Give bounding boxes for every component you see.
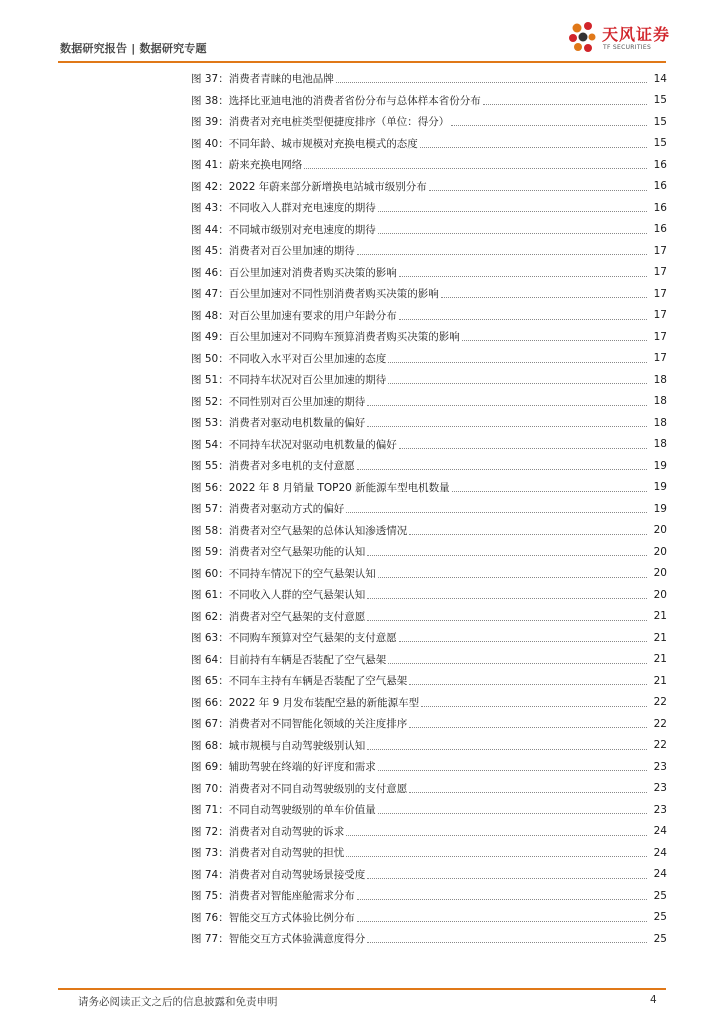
toc-entry-label[interactable]: 图 50：不同收入水平对百公里加速的态度	[191, 352, 387, 365]
toc-leader-dots	[367, 749, 647, 750]
toc-entry-page[interactable]: 22	[653, 739, 667, 752]
toc-leader-dots	[336, 82, 647, 83]
toc-leader-dots	[452, 491, 647, 492]
toc-entry-page[interactable]: 17	[653, 309, 667, 322]
toc-entry[interactable]	[191, 305, 667, 327]
toc-entry-label[interactable]: 图 52：不同性别对百公里加速的期待	[191, 395, 366, 408]
toc-entry[interactable]	[191, 649, 667, 671]
toc-entry-label[interactable]: 图 76：智能交互方式体验比例分布	[191, 911, 355, 924]
toc-entry[interactable]	[191, 348, 667, 370]
toc-entry-page[interactable]: 22	[653, 717, 667, 730]
toc-entry[interactable]	[191, 606, 667, 628]
toc-entry[interactable]	[191, 262, 667, 284]
toc-entry-label[interactable]: 图 49：百公里加速对不同购车预算消费者购买决策的影响	[191, 331, 460, 344]
toc-entry-page[interactable]: 16	[653, 180, 667, 193]
toc-leader-dots	[357, 921, 647, 922]
toc-entry-label[interactable]: 图 39：消费者对充电桩类型便捷度排序（单位：得分）	[191, 116, 450, 129]
disclaimer-text: 请务必阅读正文之后的信息披露和免责申明	[78, 996, 278, 1008]
toc-leader-dots	[399, 276, 647, 277]
toc-leader-dots	[409, 534, 647, 535]
toc-entry[interactable]	[191, 283, 667, 305]
toc-entry-page[interactable]: 19	[653, 502, 667, 515]
toc-leader-dots	[409, 727, 647, 728]
toc-entry-page[interactable]: 23	[653, 760, 667, 773]
toc-entry[interactable]	[191, 928, 667, 950]
toc-entry-label[interactable]: 图 69：辅助驾驶在终端的好评度和需求	[191, 761, 376, 774]
toc-entry-page[interactable]: 17	[653, 330, 667, 343]
toc-leader-dots	[388, 383, 647, 384]
toc-entry-label[interactable]: 图 41：蔚来充换电网络	[191, 159, 303, 172]
toc-entry[interactable]	[191, 670, 667, 692]
toc-entry-page[interactable]: 19	[653, 481, 667, 494]
toc-leader-dots	[378, 813, 647, 814]
toc-entry-label[interactable]: 图 61：不同收入人群的空气悬架认知	[191, 589, 366, 602]
toc-leader-dots	[367, 942, 647, 943]
toc-entry-page[interactable]: 23	[653, 782, 667, 795]
toc-entry[interactable]	[191, 520, 667, 542]
toc-leader-dots	[388, 362, 647, 363]
toc-entry[interactable]	[191, 154, 667, 176]
toc-entry[interactable]	[191, 197, 667, 219]
toc-entry-label[interactable]: 图 55：消费者对多电机的支付意愿	[191, 460, 355, 473]
toc-entry[interactable]	[191, 692, 667, 714]
toc-leader-dots	[367, 555, 647, 556]
logo-flower-icon	[566, 20, 600, 56]
report-category: 数据研究报告 | 数据研究专题	[60, 42, 207, 55]
toc-entry-label[interactable]: 图 40：不同年龄、城市规模对充换电模式的态度	[191, 137, 418, 150]
logo-subtext: TF SECURITIES	[603, 44, 652, 51]
toc-entry-label[interactable]: 图 47：百公里加速对不同性别消费者购买决策的影响	[191, 288, 439, 301]
toc-leader-dots	[388, 663, 647, 664]
toc-entry-label[interactable]: 图 71：不同自动驾驶级别的单车价值量	[191, 804, 376, 817]
toc-leader-dots	[409, 792, 647, 793]
toc-entry-page[interactable]: 21	[653, 653, 667, 666]
toc-entry[interactable]	[191, 584, 667, 606]
toc-entry[interactable]	[191, 412, 667, 434]
toc-entry-page[interactable]: 16	[653, 201, 667, 214]
toc-entry-page[interactable]: 15	[653, 137, 667, 150]
toc-leader-dots	[367, 620, 647, 621]
toc-entry-label[interactable]: 图 45：消费者对百公里加速的期待	[191, 245, 355, 258]
toc-entry[interactable]	[191, 434, 667, 456]
toc-entry[interactable]	[191, 68, 667, 90]
toc-entry[interactable]	[191, 541, 667, 563]
footer-divider	[58, 988, 666, 990]
toc-leader-dots	[357, 469, 647, 470]
toc-entry-page[interactable]: 18	[653, 416, 667, 429]
toc-entry-label[interactable]: 图 56：2022 年 8 月销量 TOP20 新能源车型电机数量	[191, 481, 450, 494]
toc-entry-page[interactable]: 25	[653, 889, 667, 902]
toc-entry-page[interactable]: 16	[653, 223, 667, 236]
toc-entry[interactable]	[191, 240, 667, 262]
toc-entry-label[interactable]: 图 38：选择比亚迪电池的消费者省份分布与总体样本省份分布	[191, 94, 481, 107]
logo-text: 天风证券	[602, 25, 671, 44]
toc-entry[interactable]	[191, 455, 667, 477]
toc-entry-label[interactable]: 图 59：消费者对空气悬架功能的认知	[191, 546, 366, 559]
toc-entry[interactable]	[191, 885, 667, 907]
toc-entry-page[interactable]: 17	[653, 352, 667, 365]
toc-leader-dots	[441, 297, 647, 298]
toc-entry-label[interactable]: 图 60：不同持车情况下的空气悬架认知	[191, 567, 376, 580]
toc-entry-page[interactable]: 20	[653, 524, 667, 537]
toc-entry-label[interactable]: 图 73：消费者对自动驾驶的担忧	[191, 847, 345, 860]
toc-entry-page[interactable]: 16	[653, 158, 667, 171]
toc-entry-page[interactable]: 20	[653, 545, 667, 558]
toc-leader-dots	[378, 577, 647, 578]
toc-leader-dots	[367, 426, 647, 427]
toc-entry-page[interactable]: 21	[653, 674, 667, 687]
toc-leader-dots	[399, 319, 647, 320]
toc-leader-dots	[378, 770, 647, 771]
toc-entry-page[interactable]: 24	[653, 868, 667, 881]
toc-entry-page[interactable]: 20	[653, 588, 667, 601]
toc-entry-page[interactable]: 18	[653, 395, 667, 408]
toc-leader-dots	[367, 878, 647, 879]
page-header	[0, 0, 724, 62]
toc-entry-page[interactable]: 24	[653, 825, 667, 838]
toc-leader-dots	[367, 405, 647, 406]
toc-entry-label[interactable]: 图 37：消费者青睐的电池品牌	[191, 73, 334, 86]
toc-leader-dots	[421, 706, 647, 707]
tf-securities-logo	[566, 20, 676, 60]
toc-entry-label[interactable]: 图 77：智能交互方式体验满意度得分	[191, 933, 366, 946]
toc-leader-dots	[346, 856, 647, 857]
header-divider	[58, 61, 666, 63]
toc-entry-label[interactable]: 图 68：城市规模与自动驾驶级别认知	[191, 739, 366, 752]
toc-leader-dots	[346, 512, 647, 513]
toc-entry-page[interactable]: 20	[653, 567, 667, 580]
toc-entry-label[interactable]: 图 74：消费者对自动驾驶场景接受度	[191, 868, 366, 881]
toc-entry-label[interactable]: 图 64：目前持有车辆是否装配了空气悬架	[191, 653, 387, 666]
toc-leader-dots	[378, 233, 647, 234]
toc-entry[interactable]	[191, 477, 667, 499]
toc-entry[interactable]	[191, 133, 667, 155]
toc-entry[interactable]	[191, 369, 667, 391]
toc-leader-dots	[420, 147, 647, 148]
toc-leader-dots	[429, 190, 647, 191]
toc-entry-label[interactable]: 图 66：2022 年 9 月发布装配空悬的新能源车型	[191, 696, 420, 709]
toc-entry[interactable]	[191, 219, 667, 241]
toc-entry[interactable]	[191, 756, 667, 778]
toc-entry-page[interactable]: 18	[653, 438, 667, 451]
toc-entry[interactable]	[191, 821, 667, 843]
toc-entry-page[interactable]: 15	[653, 94, 667, 107]
toc-entry[interactable]	[191, 907, 667, 929]
toc-entry-page[interactable]: 25	[653, 911, 667, 924]
toc-entry[interactable]	[191, 563, 667, 585]
toc-entry-label[interactable]: 图 46：百公里加速对消费者购买决策的影响	[191, 266, 397, 279]
toc-entry-page[interactable]: 22	[653, 696, 667, 709]
toc-entry-page[interactable]: 17	[653, 244, 667, 257]
toc-entry-page[interactable]: 24	[653, 846, 667, 859]
toc-entry-page[interactable]: 25	[653, 932, 667, 945]
toc-entry-page[interactable]: 15	[653, 115, 667, 128]
toc-entry-page[interactable]: 21	[653, 631, 667, 644]
toc-entry[interactable]	[191, 864, 667, 886]
toc-entry[interactable]	[191, 799, 667, 821]
toc-entry[interactable]	[191, 735, 667, 757]
toc-entry-label[interactable]: 图 65：不同车主持有车辆是否装配了空气悬架	[191, 675, 408, 688]
toc-entry[interactable]	[191, 90, 667, 112]
toc-entry[interactable]	[191, 842, 667, 864]
toc-entry-label[interactable]: 图 43：不同收入人群对充电速度的期待	[191, 202, 376, 215]
toc-entry-label[interactable]: 图 48：对百公里加速有要求的用户年龄分布	[191, 309, 397, 322]
toc-leader-dots	[483, 104, 647, 105]
toc-entry-label[interactable]: 图 51：不同持车状况对百公里加速的期待	[191, 374, 387, 387]
toc-entry-label[interactable]: 图 67：消费者对不同智能化领域的关注度排序	[191, 718, 408, 731]
page-number: 4	[650, 994, 657, 1006]
toc-entry[interactable]	[191, 498, 667, 520]
toc-leader-dots	[367, 598, 647, 599]
toc-entry[interactable]	[191, 713, 667, 735]
toc-entry-page[interactable]: 14	[653, 72, 667, 85]
toc-entry-label[interactable]: 图 63：不同购车预算对空气悬架的支付意愿	[191, 632, 397, 645]
toc-leader-dots	[399, 641, 647, 642]
toc-entry-page[interactable]: 23	[653, 803, 667, 816]
toc-entry-page[interactable]: 17	[653, 266, 667, 279]
toc-leader-dots	[462, 340, 647, 341]
toc-entry-label[interactable]: 图 42：2022 年蔚来部分新增换电站城市级别分布	[191, 180, 427, 193]
toc-entry-page[interactable]: 21	[653, 610, 667, 623]
toc-entry[interactable]	[191, 627, 667, 649]
figure-list	[191, 68, 667, 950]
toc-leader-dots	[399, 448, 647, 449]
toc-leader-dots	[304, 168, 647, 169]
toc-entry-page[interactable]: 17	[653, 287, 667, 300]
toc-entry-label[interactable]: 图 72：消费者对自动驾驶的诉求	[191, 825, 345, 838]
toc-entry-page[interactable]: 18	[653, 373, 667, 386]
toc-leader-dots	[357, 254, 647, 255]
toc-entry-page[interactable]: 19	[653, 459, 667, 472]
toc-leader-dots	[357, 899, 647, 900]
toc-entry-label[interactable]: 图 53：消费者对驱动电机数量的偏好	[191, 417, 366, 430]
toc-entry[interactable]	[191, 326, 667, 348]
toc-entry-label[interactable]: 图 70：消费者对不同自动驾驶级别的支付意愿	[191, 782, 408, 795]
toc-entry-label[interactable]: 图 54：不同持车状况对驱动电机数量的偏好	[191, 438, 397, 451]
toc-leader-dots	[409, 684, 647, 685]
toc-entry-label[interactable]: 图 57：消费者对驱动方式的偏好	[191, 503, 345, 516]
toc-entry[interactable]	[191, 111, 667, 133]
toc-leader-dots	[378, 211, 647, 212]
toc-entry[interactable]	[191, 391, 667, 413]
toc-entry-label[interactable]: 图 75：消费者对智能座舱需求分布	[191, 890, 355, 903]
toc-entry-label[interactable]: 图 44：不同城市级别对充电速度的期待	[191, 223, 376, 236]
toc-entry-label[interactable]: 图 62：消费者对空气悬架的支付意愿	[191, 610, 366, 623]
toc-leader-dots	[451, 125, 647, 126]
toc-entry[interactable]	[191, 778, 667, 800]
toc-leader-dots	[346, 835, 647, 836]
toc-entry-label[interactable]: 图 58：消费者对空气悬架的总体认知渗透情况	[191, 524, 408, 537]
toc-entry[interactable]	[191, 176, 667, 198]
